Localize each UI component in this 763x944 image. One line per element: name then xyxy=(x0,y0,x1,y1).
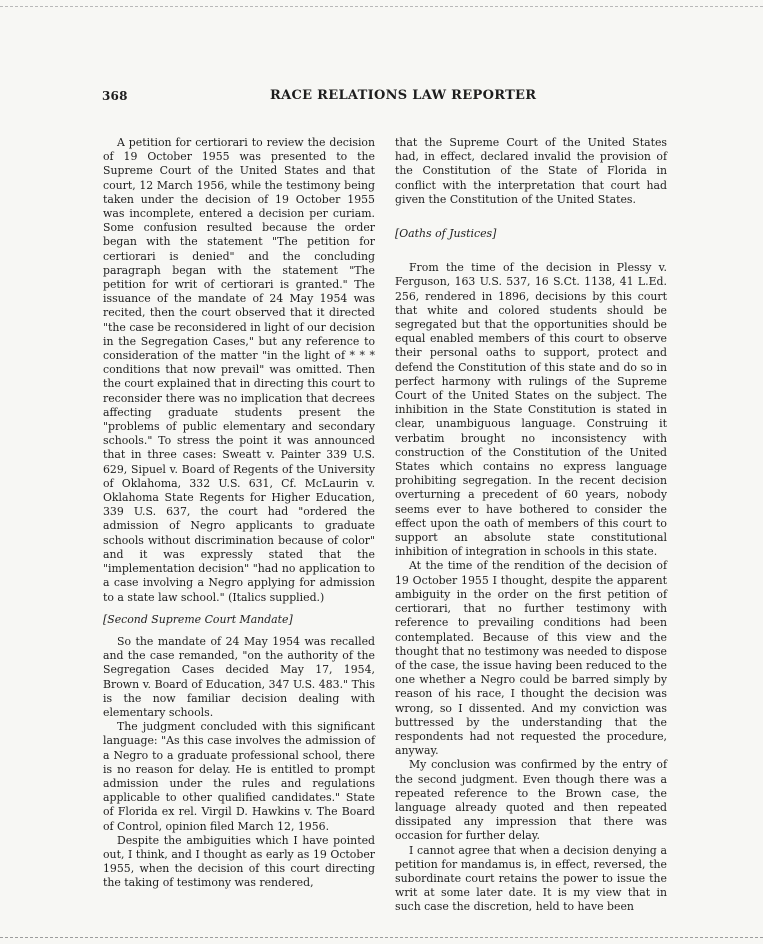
left-paragraph-3: The judgment concluded with this significant language: "As this case involves the admission of a Negro to a graduate professional school, there is no reason for delay. He is entitled to prompt admission under the rules and regulations applicable to other qualified candidates." State of Florida ex rel. Virgil D. Hawkins v. The Board of Control, opinion filed March 12, 1956. xyxy=(103,720,375,833)
top-border xyxy=(0,6,763,7)
running-head: RACE RELATIONS LAW REPORTER xyxy=(270,88,537,103)
bottom-border xyxy=(0,937,763,938)
right-paragraph-2: From the time of the decision in Plessy v. Ferguson, 163 U.S. 537, 16 S.Ct. 1138, 41 L.Ed. 256, rendered in 1896, decisions by this court that white and colored students should be segregated but that the opportunities should be equal enabled members of this court to observe their personal oaths to support, protect and defend the Constitution of this state and do so in perfect harmony with rulings of the Supreme Court of the United States on the subject. The inhibition in the State Constitution is stated in clear, unambiguous language. Construing it verbatim brought no inconsistency with construction of the Constitution of the United States which contains no express language prohibiting segregation. In the recent decision overturning a precedent of 60 years, nobody seems ever to have bothered to consider the effect upon the oath of members of this court to support an absolute state constitutional inhibition of integration in schools in this state. xyxy=(395,261,667,559)
right-paragraph-1: that the Supreme Court of the United States had, in effect, declared invalid the provision of the Constitution of the State of Florida in conflict with the interpretation that court had given the Constitution of the United States. xyxy=(395,136,667,206)
left-paragraph-1: A petition for certiorari to review the decision of 19 October 1955 was presented to the Supreme Court of the United States and that court, 12 March 1956, while the testimony being taken under the decision of 19 October 1955 was incomplete, entered a decision per curiam. Some confusion resulted because the order began with the statement "The petition for certiorari is denied" and the concluding paragraph began with the statement "The petition for writ of certiorari is granted." The issuance of the mandate of 24 May 1954 was recited, then the court observed that it directed "the case be reconsidered in light of our decision in the Segregation Cases," but any reference to consideration of the matter "in the light of * * * conditions that now prevail" was omitted. Then the court explained that in directing this court to reconsider there was no implication that decrees affecting graduate students present the "problems of public elementary and secondary schools." To stress the point it was announced that in three cases: Sweatt v. Painter 339 U.S. 629, Sipuel v. Board of Regents of the University of Oklahoma, 332 U.S. 631, Cf. McLaurin v. Oklahoma State Regents for Higher Education, 339 U.S. 637, the court had "ordered the admission of Negro applicants to graduate schools without discrimination because of color" and it was expressly stated that the "implementation decision" "had no application to a case involving a Negro applying for admission to a state law school." (Italics supplied.) xyxy=(103,136,375,604)
page-number: 368 xyxy=(102,89,128,103)
right-column xyxy=(395,136,667,915)
section-heading-oaths: [Oaths of Justices] xyxy=(395,227,497,241)
right-paragraph-3: At the time of the rendition of the decision of 19 October 1955 I thought, despite the apparent ambiguity in the order on the first petition of certiorari, that no further testimony with reference to prevailing conditions had been contemplated. Because of this view and the thought that no testimony was needed to dispose of the case, the issue having been reduced to the one whether a Negro could be barred simply by reason of his race, I thought the decision was wrong, so I dissented. And my conviction was buttressed by the understanding that the respondents had not requested the procedure, anyway. xyxy=(395,559,667,758)
section-heading-second-mandate: [Second Supreme Court Mandate] xyxy=(103,612,293,626)
right-paragraph-5: I cannot agree that when a decision denying a petition for mandamus is, in effect, reversed, the subordinate court retains the power to issue the writ at some later date. It is my view that in such case the discretion, held to have been xyxy=(395,843,667,914)
right-paragraph-4: My conclusion was confirmed by the entry of the second judgment. Even though there was a repeated reference to the Brown case, the language already quoted and then repeated dissipated any impression that there was occasion for further delay. xyxy=(395,758,667,843)
left-paragraph-4: Despite the ambiguities which I have pointed out, I think, and I thought as early as 19 October 1955, when the decision of this court directing the taking of testimony was rendered, xyxy=(103,833,375,890)
left-paragraph-2: So the mandate of 24 May 1954 was recalled and the case remanded, "on the authority of the Segregation Cases decided May 17, 1954, Brown v. Board of Education, 347 U.S. 483." This is the now familiar decision dealing with elementary schools. xyxy=(103,634,375,719)
left-column xyxy=(103,136,375,891)
